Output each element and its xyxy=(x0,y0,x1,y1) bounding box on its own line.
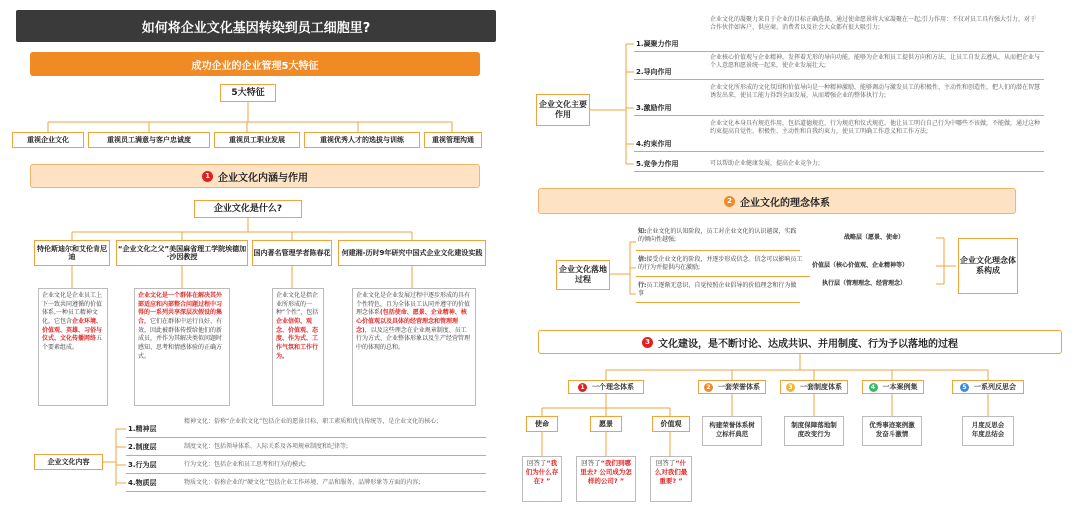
layer-4-desc: 物质文化：俗称企业的“硬文化”包括企业工作环境、产品和服务、品牌形象等方面的内容; xyxy=(184,479,421,486)
layer-1-underline xyxy=(126,437,486,438)
section1-band xyxy=(30,164,480,188)
section3-number-badge: 3 xyxy=(642,337,653,348)
concept-system-node: 企业文化理念体系构成 xyxy=(958,238,1018,294)
expert-he-jianxiang: 何建湘-历时9年研究中国式企业文化建设实践 xyxy=(338,240,486,266)
layer-2-underline xyxy=(126,455,486,456)
layer-4-underline xyxy=(126,491,486,492)
role-2-underline xyxy=(634,79,1044,80)
set-5: 5 一系列反思会 xyxy=(952,380,1024,394)
set-2: 2 一套荣誉体系 xyxy=(698,380,766,394)
role-1-underline xyxy=(634,51,1044,52)
answer-values: 回答了“什么对我们最重要? ” xyxy=(650,456,692,502)
detail-reflection: 月度反思会年度总结会 xyxy=(962,416,1014,446)
role-2-name: 2.导向作用 xyxy=(636,68,672,76)
set-1-badge: 1 xyxy=(578,383,587,392)
concept-values: 价值观 xyxy=(652,416,690,432)
answer-vision: 回答了“我们到哪里去? 公司成为怎样的公司? ” xyxy=(576,456,636,502)
five-features-node: 5大特征 xyxy=(220,84,276,102)
role-4-underline xyxy=(634,151,1044,152)
left-panel xyxy=(8,4,490,504)
step-xin: 信:接受企业文化的阶段，并逐步形成信念。信念可以影响员工的行为并提供内在激励; xyxy=(638,256,803,272)
section2-label: 企业文化的理念体系 xyxy=(740,197,830,209)
feature-3: 重视员工职业发展 xyxy=(214,132,300,148)
layer-2-desc: 制度文化：包括领导体系、人际关系及各项规章制度和纪律等; xyxy=(184,443,349,450)
section1-number-badge: 1 xyxy=(202,171,213,182)
role-2-desc: 企业核心价值观与企业精神，发挥着无形的导向功能，能够为企业和员工提供方向和方法，让员工自发去遵从，从而把企业与个人意愿和愿景统一起来，使企业发展壮大; xyxy=(710,54,1041,70)
role-3-underline xyxy=(634,115,1044,116)
answer-mission: 回答了“我们为什么存在? ” xyxy=(522,456,562,502)
detail-honor: 构建荣誉体系树立标杆典范 xyxy=(702,416,762,446)
role-4-name: 4.约束作用 xyxy=(636,140,672,148)
definition-1: 企业文化是企业员工上下一致共同遵循的价值体系,一种员工精神文化，它包含企业环境、价值观、英雄、习俗与仪式、文化传播网络五个要素组成。 xyxy=(38,288,108,406)
definition-2: 企业文化是一个群体在解决其外部适应和内部整合问题过程中习得的一系列共享深层次假设的集合，它们在群体中运行良好、有效，因此被群体传授给他们的新成员，并作为其解决类似问题时感知、思考和情感体验的正确方式。 xyxy=(134,288,230,406)
role-1-desc: 企业文化的凝聚力来自于企业的目标正确选择，通过使命愿景将大家凝聚在一起;引力作用：不仅对员工具有强大引力，对于合作伙伴如客户、供应商、消费者以及社会大众都有很大吸引力; xyxy=(710,16,1037,32)
right-panel xyxy=(522,4,1074,504)
layer-2-name: 2.制度层 xyxy=(128,443,157,451)
role-5-name: 5.竞争力作用 xyxy=(636,160,679,168)
set-3: 3 一套制度体系 xyxy=(780,380,848,394)
subtitle-band: 成功企业的企业管理5大特征 xyxy=(30,52,480,76)
feature-2: 重视员工满意与客户忠诚度 xyxy=(88,132,210,148)
section2-band xyxy=(538,188,1016,214)
tier-value: 价值层（核心价值观、企业精神等） xyxy=(812,262,909,269)
section1-label: 企业文化内涵与作用 xyxy=(218,172,308,184)
layer-3-name: 3.行为层 xyxy=(128,461,157,469)
layer-3-desc: 行为文化：包括企业和员工思考和行为的模式; xyxy=(184,461,307,468)
concept-vision: 愿景 xyxy=(590,416,622,432)
role-5-underline xyxy=(634,171,1044,172)
layer-4-name: 4.物质层 xyxy=(128,479,157,487)
section2-number-badge: 2 xyxy=(724,196,735,207)
step-zhi: 知:企业文化的认知阶段，员工对企业文化的认识越深，实践的倾向性越强; xyxy=(638,228,797,244)
step-xing-underline xyxy=(636,302,800,303)
feature-1: 重视企业文化 xyxy=(12,132,84,148)
role-1-name: 1.凝聚力作用 xyxy=(636,40,679,48)
section3-band xyxy=(538,330,1062,354)
layer-1-name: 1.精神层 xyxy=(128,425,157,433)
section3-label: 文化建设，是不断讨论、达成共识、并用制度、行为予以落地的过程 xyxy=(658,338,958,350)
set-3-badge: 3 xyxy=(786,383,795,392)
feature-5: 重视管理沟通 xyxy=(424,132,482,148)
step-zhi-underline xyxy=(636,250,800,251)
definition-3: 企业文化是指企业所形成的一种“个性”，包括企业信仰、观念、价值观、态度、作为式、工作气氛和工作行为。 xyxy=(272,288,324,406)
layer-3-underline xyxy=(126,473,486,474)
expert-chen-chunhua: 国内著名管理学者陈春花 xyxy=(252,240,332,266)
definition-4: 企业文化是企业发展过程中逐步形成的具有个性特色，且为全体员工认同并遵守的价值理念体系(包括使命、愿景、企业精神、核心价值观以及具体的经营理念和管理理念)，以及这些理念在企业规章制度、员工行为方式、企业整体形象以及生产经营管理中的体现的总和。 xyxy=(352,288,476,406)
detail-rules: 制度保障落地制度改变行为 xyxy=(784,416,844,446)
expert-deal-kennedy: 特伦斯迪尔和艾伦肯尼迪 xyxy=(34,240,110,266)
set-1: 1 一个理念体系 xyxy=(568,380,644,394)
set-2-badge: 2 xyxy=(704,383,713,392)
set-4: 4 一本案例集 xyxy=(862,380,924,394)
main-title: 如何将企业文化基因转染到员工细胞里? xyxy=(16,10,496,42)
feature-4: 重视优秀人才的选拔与训练 xyxy=(304,132,420,148)
what-is-culture-node: 企业文化是什么? xyxy=(194,200,302,218)
concept-mission: 使命 xyxy=(526,416,558,432)
role-4-desc: 企业文化本身具有规范作用，包括道德规范、行为规范和仪式规范。他让员工明白自己行为中哪些不该做，不能做，通过这种约束提高自觉性、积极性、主动性和自我约束力，使员工明确工作意义和工作方法; xyxy=(710,120,1041,136)
step-xin-underline xyxy=(636,276,810,277)
tier-strategy: 战略层（愿景、使命） xyxy=(844,234,905,241)
detail-cases: 优秀事迹案例激发奋斗激情 xyxy=(862,416,922,446)
main-role-node: 企业文化主要作用 xyxy=(536,94,590,126)
set-5-badge: 5 xyxy=(960,383,969,392)
role-3-name: 3.激励作用 xyxy=(636,104,672,112)
expert-schein: “企业文化之父”美国麻省理工学院埃德加·沙因教授 xyxy=(116,240,248,266)
role-3-desc: 企业文化所形成的文化氛围和价值导向是一种精神激励，能够调动与激发员工的积极性、主动性和创造性，把人们的潜在智慧诱发出来，使员工能力得到全面发展，从而增强企业的整体执行力; xyxy=(710,84,1041,100)
role-5-desc: 可以帮助企业健康发展，提高企业竞争力; xyxy=(710,160,821,167)
set-4-badge: 4 xyxy=(869,383,878,392)
layer-1-desc: 精神文化：俗称“企业软文化”包括企业的愿景目标、职工素质和优良传统等，是企业文化的核心; xyxy=(184,418,439,425)
step-xing: 行:员工逐渐无意识、自觉按照企业倡导的价值理念和行为做事 xyxy=(638,282,797,298)
landing-process-node: 企业文化落地过程 xyxy=(556,260,610,290)
culture-content-node: 企业文化内容 xyxy=(34,454,103,470)
tier-execution: 执行层（管理理念、经营理念） xyxy=(822,280,907,287)
